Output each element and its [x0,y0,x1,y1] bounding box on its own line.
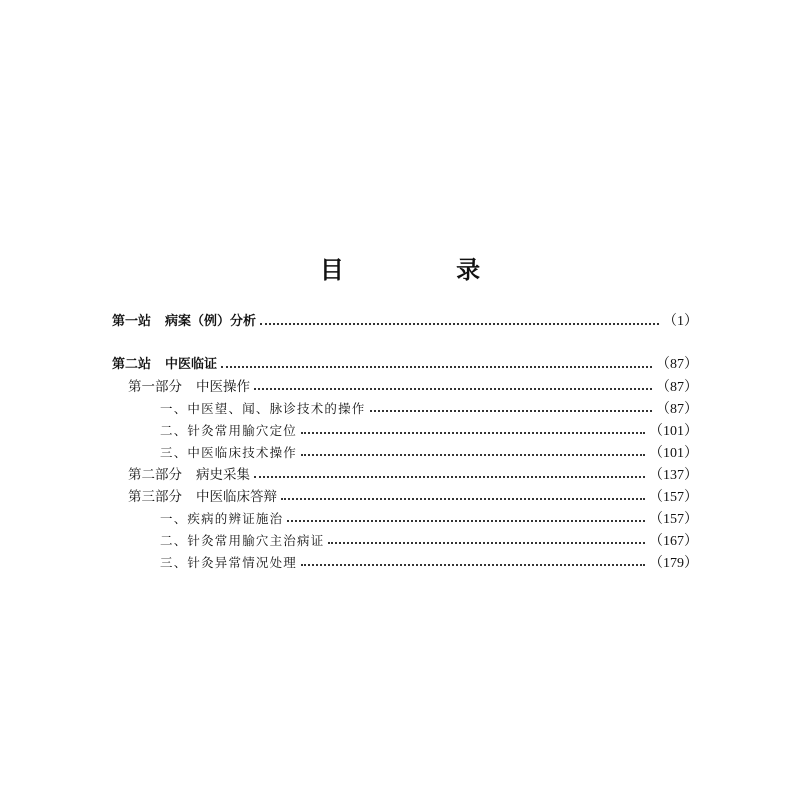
toc-entry [160,553,698,573]
dot-leader [301,564,645,566]
toc-entry-page: （87） [656,402,698,417]
toc-entry-page: （167） [649,534,698,549]
toc-entry [112,355,698,375]
dot-leader [328,542,645,544]
toc-entry-title: 二、针灸常用腧穴主治病证 [160,533,325,548]
toc-entry-page: （101） [649,446,698,461]
toc-entry-section: 第二部分 [128,467,182,483]
toc-entry [160,399,698,419]
toc-entry-page: （1） [663,314,698,329]
toc-entry-page: （157） [649,490,698,505]
toc-entry-title: 二、针灸常用腧穴定位 [160,423,298,438]
toc-entry [160,509,698,529]
dot-leader [221,366,652,368]
toc-entry-page: （87） [656,357,698,372]
toc-entry-title: 中医操作 [196,379,250,395]
toc-entry [160,531,698,551]
toc-entry [128,377,698,397]
toc-entry [160,443,698,463]
dot-leader [301,432,645,434]
dot-leader [281,498,645,500]
toc-entry-title: 病案（例）分析 [165,314,257,329]
toc-entry-page: （87） [656,380,698,395]
toc-entry-page: （179） [649,556,698,571]
dot-leader [370,410,652,412]
toc-entry-section: 第二站 [112,357,152,372]
toc-entry-title: 三、针灸异常情况处理 [160,555,298,570]
toc-entry-section: 第三部分 [128,489,182,505]
toc-entry-page: （137） [649,468,698,483]
toc-entry [128,465,698,485]
toc-entry-section: 第一站 [112,314,152,329]
toc-entry-title: 中医临床答辩 [196,489,277,505]
toc-entry-title: 三、中医临床技术操作 [160,445,298,460]
toc-entry [128,487,698,507]
toc-entry-title: 中医临证 [165,357,218,372]
dot-leader [254,388,652,390]
dot-leader [301,454,645,456]
toc-title: 目 录 [319,256,533,284]
toc-entry-page: （157） [649,512,698,527]
toc-entry-section: 第一部分 [128,379,182,395]
toc-entry [112,312,698,332]
dot-leader [260,323,659,325]
dot-leader [287,520,645,522]
toc-entry-title: 一、中医望、闻、脉诊技术的操作 [160,401,366,416]
toc-entry-title: 一、疾病的辨证施治 [160,511,284,526]
toc-entry-title: 病史采集 [196,467,250,483]
dot-leader [254,476,645,478]
toc-entry-page: （101） [649,424,698,439]
toc-entry [160,421,698,441]
